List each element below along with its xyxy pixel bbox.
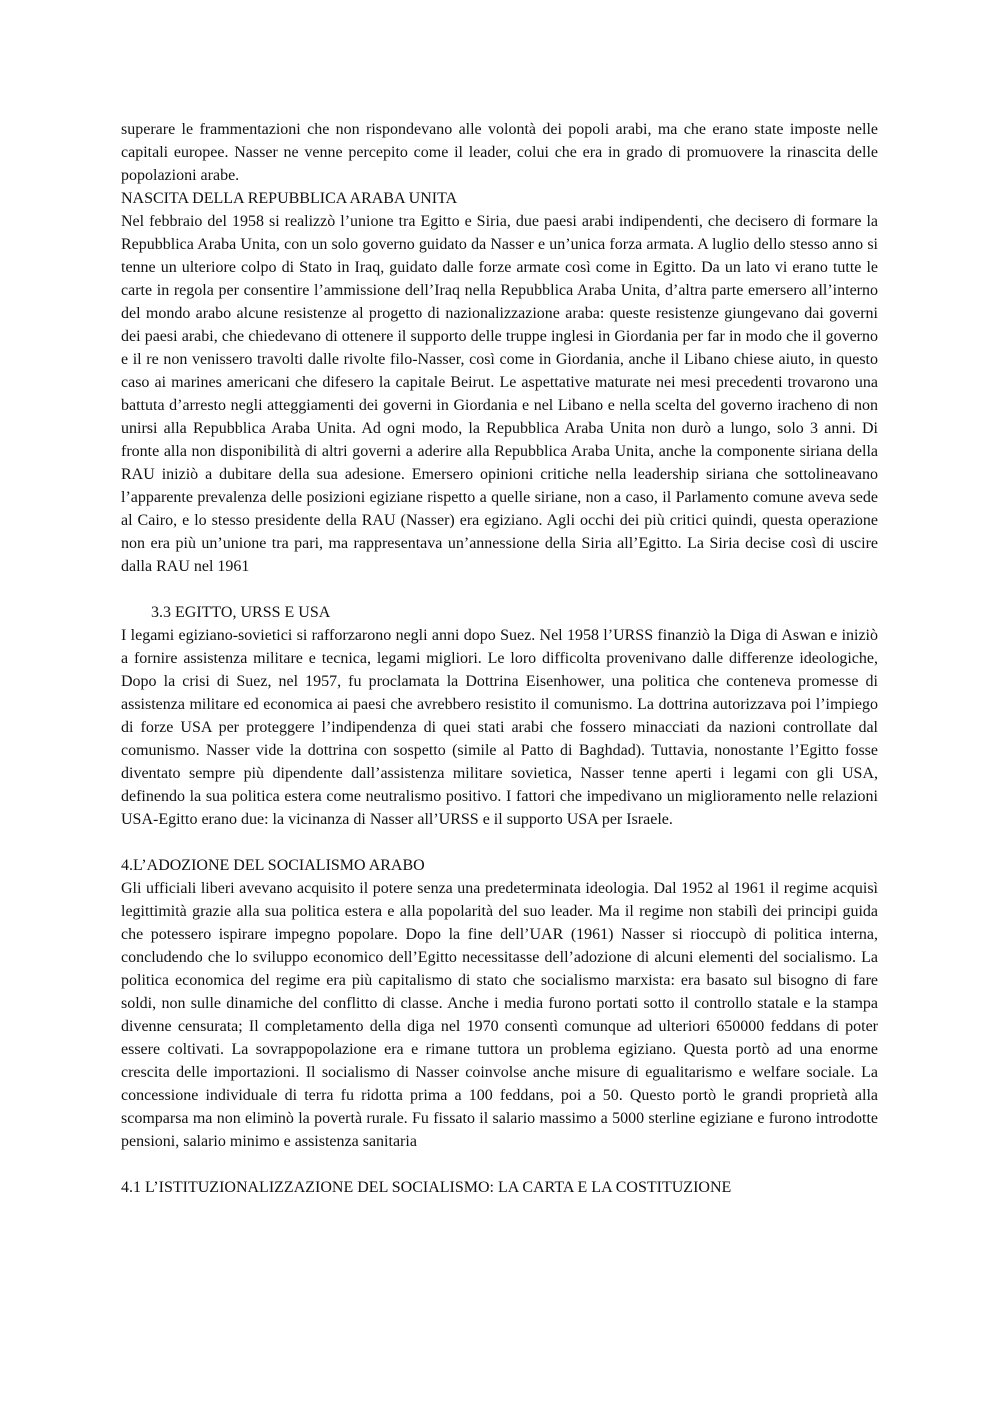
section-heading-egitto-urss-usa: 3.3 EGITTO, URSS E USA xyxy=(151,604,331,621)
section-heading-rau: NASCITA DELLA REPUBBLICA ARABA UNITA xyxy=(121,190,458,207)
spacer xyxy=(121,1153,878,1176)
document-page xyxy=(121,118,878,1199)
section-heading-istituzionalizzazione: 4.1 L’ISTITUZIONALIZZAZIONE DEL SOCIALISMO: LA CARTA E LA COSTITUZIONE xyxy=(121,1179,732,1196)
spacer xyxy=(121,831,878,854)
spacer xyxy=(121,578,878,601)
paragraph-socialismo-arabo: Gli ufficiali liberi avevano acquisito il potere senza una predeterminata ideologia. Dal 1952 al 1961 il regime acquisì legittimità grazie alla sua politica estera e alla popolarità del suo leader. Ma il regime non stabilì dei principi guida che potessero ispirare impegno popolare. Dopo la fine dell’UAR (1961) Nasser si rioccupò di politica interna, concludendo che lo sviluppo economico dell’Egitto necessitasse dell’adozione di alcuni elementi del socialismo. La politica economica del regime era più capitalismo di stato che socialismo marxista: era basato sul bisogno di fare soldi, non sulle dinamiche del conflitto di classe. Anche i media furono portati sotto il controllo statale e la stampa divenne censurata; Il completamento della diga nel 1970 consentì comunque ad ulteriori 650000 feddans di poter essere coltivati. La sovrappopolazione era e rimane tuttora un problema egiziano. Questa portò ad una enorme crescita delle importazioni. Il socialismo di Nasser coinvolse anche misure di egualitarismo e welfare sociale. La concessione individuale di terra fu ridotta prima a 100 feddans, poi a 50. Questo portò le grandi proprietà alla scomparsa ma non eliminò la povertà rurale. Fu fissato il salario massimo a 5000 sterline egiziane e furono introdotte pensioni, salario minimo e assistenza sanitaria xyxy=(121,880,878,1150)
paragraph-rau: Nel febbraio del 1958 si realizzò l’unione tra Egitto e Siria, due paesi arabi indipendenti, che decisero di formare la Repubblica Araba Unita, con un solo governo guidato da Nasser e un’unica forza armata. A luglio dello stesso anno si tenne un ulteriore colpo di Stato in Iraq, guidato dalle forze armate così come in Egitto. Da un lato vi erano tutte le carte in regola per consentire l’ammissione dell’Iraq nella Repubblica Araba Unita, d’altra parte emersero all’interno del mondo arabo alcune resistenze al progetto di nazionalizzazione araba: queste resistenze giungevano dai governi dei paesi arabi, che chiedevano di ottenere il supporto delle truppe inglesi in Giordania per far in modo che il governo e il re non venissero travolti dalle rivolte filo-Nasser, così come in Giordania, anche il Libano chiese aiuto, in questo caso ai marines americani che difesero la capitale Beirut. Le aspettative maturate nei mesi precedenti trovarono una battuta d’arresto negli atteggiamenti dei governi in Giordania e nel Libano e nella scelta del governo iracheno di non unirsi alla Repubblica Araba Unita. Ad ogni modo, la Repubblica Araba Unita non durò a lungo, solo 3 anni. Di fronte alla non disponibilità di altri governi a aderire alla Repubblica Araba Unita, anche la componente siriana della RAU iniziò a dubitare della sua adesione. Emersero opinioni critiche nella leadership siriana che sottolineavano l’apparente prevalenza delle posizioni egiziane rispetto a quelle siriane, non a caso, il Parlamento comune aveva sede al Cairo, e lo stesso presidente della RAU (Nasser) era egiziano. Agli occhi dei più critici quindi, questa operazione non era più un’unione tra pari, ma rappresentava un’annessione della Siria all’Egitto. La Siria decise così di uscire dalla RAU nel 1961 xyxy=(121,213,878,575)
section-heading-socialismo-arabo: 4.L’ADOZIONE DEL SOCIALISMO ARABO xyxy=(121,857,425,874)
paragraph-egitto-urss-usa: I legami egiziano-sovietici si rafforzarono negli anni dopo Suez. Nel 1958 l’URSS finanziò la Diga di Aswan e iniziò a fornire assistenza militare e tecnica, legami migliori. Le loro difficolta provenivano dalle differenze ideologiche, Dopo la crisi di Suez, nel 1957, fu proclamata la Dottrina Eisenhower, una politica che conteneva promesse di assistenza militare ed economica ai paesi che avrebbero resistito il comunismo. La dottrina autorizzava poi l’impiego di forze USA per proteggere l’indipendenza di quei stati arabi che fossero minacciati da nazioni controllate dal comunismo. Nasser vide la dottrina con sospetto (simile al Patto di Baghdad). Tuttavia, nonostante l’Egitto fosse diventato sempre più dipendente dall’assistenza militare sovietica, Nasser tenne aperti i legami con gli USA, definendo la sua politica estera come neutralismo positivo. I fattori che impedivano un miglioramento nelle relazioni USA-Egitto erano due: la vicinanza di Nasser all’URSS e il supporto USA per Israele. xyxy=(121,627,878,828)
paragraph-intro: superare le frammentazioni che non rispondevano alle volontà dei popoli arabi, ma che erano state imposte nelle capitali europee. Nasser ne venne percepito come il leader, colui che era in grado di promuovere la rinascita delle popolazioni arabe. xyxy=(121,121,878,184)
